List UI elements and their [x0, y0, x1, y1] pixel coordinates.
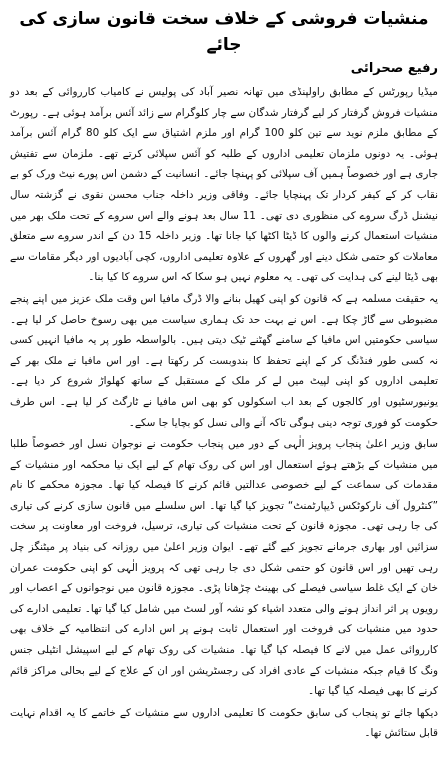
article-paragraph: میڈیا رپورٹس کے مطابق راولپنڈی میں تھانہ نصیر آباد کی پولیس نے کامیاب کارروائی کے بعد دو منشیات فروش گرفتار کر لیے گرفتار شدگان سے چار کلوگرام سے زائد آئس برآمد ہوئی ہے۔ رپورٹ کے مطابق ملزم نوید سے تین کلو 100 گرام اور ملزم اشتیاق سے ایک کلو 80 گرام آئس برآمد ہوئی۔ یہ دونوں ملزمان تعلیمی اداروں کے طلبہ کو آئس سپلائی کرتے تھے۔ ملزمان سے تفتیش جاری ہے اور خصوصاً ہمیں آف سپلائی کو پہنچا جائے۔ انسانیت کے دشمن اس پورے نیٹ ورک کو بے نقاب کر کے کیفر کردار تک پہنچایا جائے۔ وفاقی وزیر داخلہ جناب محسن نقوی نے گزشتہ سال نیشنل ڈرگ سروے کی منظوری دی تھی۔ 11 سال بعد ہونے والے اس سروے کے تحت ملک بھر میں منشیات استعمال کرنے والوں کا ڈیٹا اکٹھا کیا جانا تھا۔ وزیر داخلہ 15 دن کے اندر سروے سے متعلق معاملات کو حتمی شکل دینے اور گھروں کے علاوہ تعلیمی اداروں، کچی آبادیوں اور دیگر مقامات سے بھی ڈیٹا لینے کی ہدایت کی تھی۔ یہ معلوم نہیں ہو سکا کہ اس سروے کا کیا بنا۔	[10, 86, 439, 284]
article-headline: منشیات فروشی کے خلاف سخت قانون سازی کی جائے	[19, 9, 429, 55]
article-paragraph: سابق وزیر اعلیٰ پنجاب پرویز الٰہی کے دور میں پنجاب حکومت نے نوجوان نسل اور خصوصاً طلبا میں منشیات کے بڑھتے ہوئے استعمال اور اس کی روک تھام کے لیے ایک نیا محکمہ اور منشیات کے مقدمات کی سماعت کے لیے خصوصی عدالتیں قائم کرنے کا فیصلہ کیا تھا۔ مجوزہ محکمے کا نام ”کنٹرول آف نارکوٹکس ڈیپارٹمنٹ“ تجویز کیا گیا تھا۔ اس سلسلے میں قانون سازی کرنے کی تیاری کی جا رہی تھی۔ مجوزہ قانون کے تحت منشیات کی تیاری، ترسیل، فروخت اور معاونت پر سخت سزائیں اور بھاری جرمانے تجویز کیے گئے تھے۔ ایوان وزیر اعلیٰ میں روزانہ کی بنیاد پر میٹنگز چل رہی تھیں اور اس قانون کو حتمی شکل دی جا رہی تھی کہ پرویز الٰہی کو اپنی حکومت عمران خان کے ایک غلط سیاسی فیصلے کی بھینٹ چڑھانا پڑی۔ مجوزہ قانون میں نوجوانوں کے اعصاب اور رویوں پر اثر انداز ہونے والی متعدد اشیاء کو نشہ آور لسٹ میں شامل کیا گیا تھا۔ تعلیمی ادارے کی حدود میں منشیات کی فروخت اور استعمال ثابت ہونے پر اس ادارے کی انتظامیہ کے خلاف بھی کارروائی عمل میں لانے کا فیصلہ کیا گیا تھا۔ منشیات کی روک تھام کے لیے اسپیشل انٹیلی جنس ونگ کا قیام جبکہ منشیات کے عادی افراد کی رجسٹریشن اور ان کے علاج کے لیے بحالی مراکز قائم کرنے کا بھی فیصلہ کیا گیا تھا۔	[10, 438, 438, 698]
article-body	[10, 82, 438, 744]
article-paragraph: دیکھا جائے تو پنجاب کی سابق حکومت کا تعلیمی اداروں سے منشیات کے خاتمے کا یہ اقدام نہایت قابل ستائش تھا۔	[10, 706, 438, 740]
article-paragraph: یہ حقیقت مسلمہ ہے کہ قانون کو اپنی کھیل بنانے والا ڈرگ مافیا اس وقت ملک عزیز میں اپنے پنجے مضبوطی سے گاڑ چکا ہے۔ اس نے بہت حد تک ہماری سیاست میں بھی رسوخ حاصل کر لیا ہے۔ سیاسی حکومتیں اس مافیا کے سامنے گھٹنے ٹیک دیتی ہیں۔ بالواسطہ طور پر یہ مافیا انہیں کسی نہ کسی طور فنڈنگ کر کے اپنے تحفظ کا بندوبست کر رکھتا ہے۔ اور اس مافیا نے ملک بھر کے تعلیمی اداروں کو اپنی لپیٹ میں لے کر ملک کے مستقبل کے ساتھ کھلواڑ شروع کر دیا ہے۔ یونیورسٹیوں اور کالجوں کے بعد اب اسکولوں کو بھی اس مافیا نے ٹارگٹ کر لیا ہے۔ اس طرف حکومت کو فوری توجہ دینی ہوگی تاکہ آنے والی نسل کو بچایا جا سکے۔	[10, 292, 438, 429]
article-byline: رفیع صحرائی	[350, 61, 438, 76]
